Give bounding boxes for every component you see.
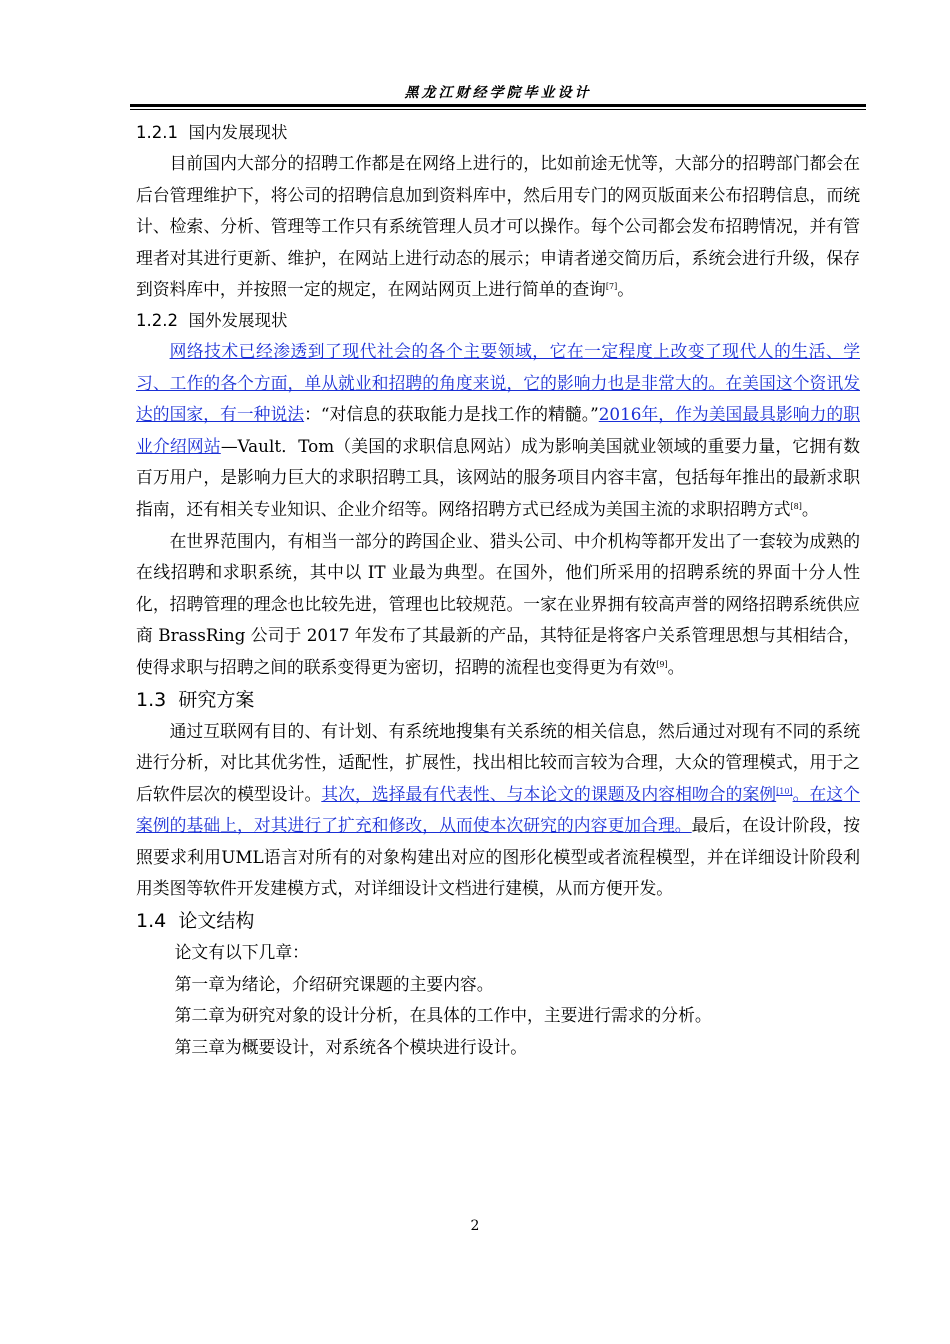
heading-1-4 xyxy=(136,905,860,937)
citation-ref: [7] xyxy=(605,282,618,292)
citation-ref: [9] xyxy=(656,659,668,669)
paragraph-text: 最后，在设计阶段，按照要求利用UML语言对所有的对象构建出对应的图形化模型或者流程模型，并在详细设计阶段利用类图等软件开发建模方式，对详细设计文档进行建模，从而方便开发。 xyxy=(136,815,860,899)
heading-1-2-2 xyxy=(136,306,860,336)
page-number: 2 xyxy=(470,1218,480,1234)
heading-title: 论文结构 xyxy=(178,910,255,933)
hyperlink-text[interactable]: 网络技术已经渗透到了现代社会的各个主要领域，它在一定程度上改变了现代人的生活、学习、工作的各个方面，单从就业和招聘的角度来说，它的影响力也是非常大的。在美国这个资讯发达的国家，有一种说法 xyxy=(136,340,860,425)
heading-title: 研究方案 xyxy=(178,688,255,711)
structure-line: 第三章为概要设计，对系统各个模块进行设计。 xyxy=(174,1036,528,1057)
page-content xyxy=(136,118,860,1063)
heading-number: 1.2.1 xyxy=(136,123,178,142)
hyperlink-text[interactable]: 2016年，作为美国最具影响力的职业介绍网站 xyxy=(136,404,860,456)
header-rule-thin xyxy=(130,109,866,110)
citation-ref: [8] xyxy=(790,501,802,511)
paragraph-end: 。 xyxy=(667,656,685,677)
paragraph-domestic xyxy=(136,148,860,306)
hyperlink-text[interactable]: 。在这个案例的基础上，对其进行了扩充和修改，从而使本次研究的内容更加合理。 xyxy=(136,783,860,836)
paragraph-text: ：“对信息的获取能力是找工作的精髓。” xyxy=(304,404,599,425)
structure-line: 第二章为研究对象的设计分析，在具体的工作中，主要进行需求的分析。 xyxy=(174,1005,712,1026)
citation-ref[interactable]: [10] xyxy=(776,786,793,796)
paragraph-foreign-2 xyxy=(136,526,860,684)
paragraph-foreign-1 xyxy=(136,336,860,526)
heading-number: 1.4 xyxy=(136,910,167,933)
running-header: 黑龙江财经学院毕业设计 xyxy=(404,85,592,101)
paragraph-text: 在世界范围内，有相当一部分的跨国企业、猎头公司、中介机构等都开发出了一套较为成熟的在线招聘和求职系统，其中以 IT 业最为典型。在国外，他们所采用的招聘系统的界面十分人性化，招聘管理的理念也比较先进，管理也比较规范。一家在业界拥有较高声誉的网络招聘系统供应商 BrassRing 公司于 2017 年发布了其最新的产品，其特征是将客户关系管理思想与其相结合，使得求职与招聘之间的联系变得更为密切，招聘的流程也变得更为有效 xyxy=(136,530,860,677)
heading-number: 1.3 xyxy=(136,688,167,711)
paragraph-text: 目前国内大部分的招聘工作都是在网络上进行的，比如前途无忧等，大部分的招聘部门都会在后台管理维护下，将公司的招聘信息加到资料库中，然后用专门的网页版面来公布招聘信息，而统计、检索、分析、管理等工作只有系统管理人员才可以操作。每个公司都会发布招聘情况，并有管理者对其进行更新、维护，在网站上进行动态的展示；申请者递交简历后，系统会进行升级，保存到资料库中，并按照一定的规定，在网站网页上进行简单的查询 xyxy=(136,153,860,300)
structure-line: 第一章为绪论，介绍研究课题的主要内容。 xyxy=(174,973,494,994)
heading-title: 国内发展现状 xyxy=(188,123,288,142)
heading-1-3 xyxy=(136,684,860,716)
hyperlink-text[interactable]: 其次，选择最有代表性、与本论文的课题及内容相吻合的案例 xyxy=(321,783,777,804)
paragraph-end: 。 xyxy=(617,279,635,300)
heading-number: 1.2.2 xyxy=(136,310,178,330)
heading-1-2-1 xyxy=(136,118,860,148)
structure-line: 论文有以下几章： xyxy=(174,942,309,963)
paragraph-end: 。 xyxy=(801,498,819,519)
paragraph-text: —Vault．Tom（美国的求职信息网站）成为影响美国就业领域的重要力量，它拥有数百万用户，是影响力巨大的求职招聘工具，该网站的服务项目内容丰富，包括每年推出的最新求职指南，还有相关专业知识、企业介绍等。网络招聘方式已经成为美国主流的求职招聘方式 xyxy=(136,435,860,519)
paragraph-research-plan xyxy=(136,716,860,906)
heading-title: 国外发展现状 xyxy=(188,310,288,330)
paragraph-text: 通过互联网有目的、有计划、有系统地搜集有关系统的相关信息，然后通过对现有不同的系统进行分析，对比其优劣性，适配性，扩展性，找出相比较而言较为合理，大众的管理模式，用于之后软件层次的模型设计。 xyxy=(136,720,860,804)
header-rule-thick xyxy=(130,104,866,107)
